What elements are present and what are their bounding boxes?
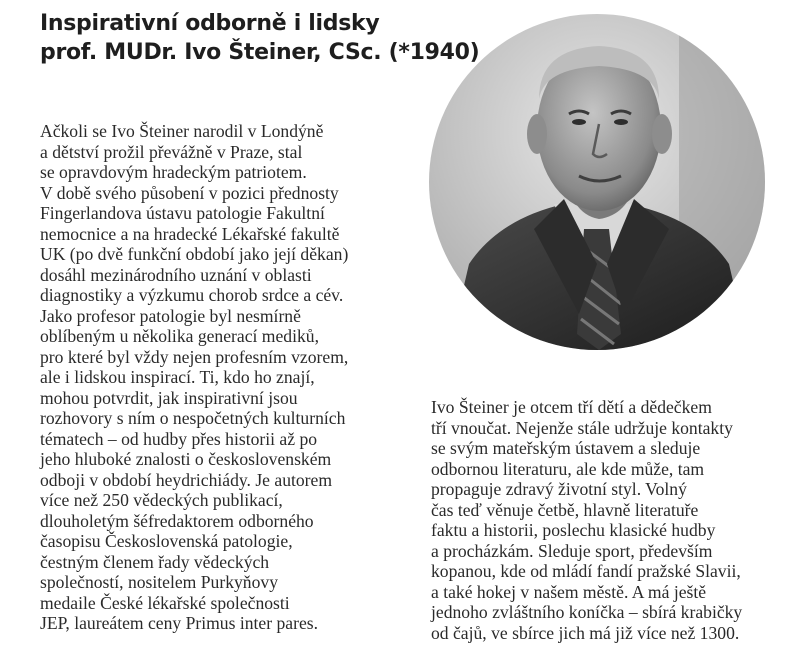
text-line: odboji v období heydrichiády. Je autorem — [40, 469, 333, 490]
text-line: Jako profesor patologie byl nesmírně — [40, 305, 301, 326]
text-line: JEP, laureátem ceny Primus inter pares. — [40, 613, 319, 633]
right-eye — [614, 119, 628, 125]
text-line: jednoho zvláštního koníčka – sbírá krabičky — [431, 602, 743, 622]
portrait-photo — [429, 14, 765, 350]
text-line: a dětství prožil převážně v Praze, stal — [40, 141, 303, 162]
text-line: nemocnice a na hradecké Lékařské fakultě — [40, 223, 340, 244]
text-line: dosáhl mezinárodního uznání v oblasti — [40, 264, 312, 285]
right-ear — [652, 114, 672, 154]
text-line: mohou potvrdit, jak inspirativní jsou — [40, 387, 298, 408]
left-ear — [527, 114, 547, 154]
portrait-illustration — [429, 14, 765, 350]
text-line: V době svého působení v pozici přednosty — [40, 182, 339, 203]
text-line: tří vnoučat. Nejenže stále udržuje kontakty — [431, 417, 733, 438]
text-line: a procházkám. Sleduje sport, především — [431, 540, 713, 561]
text-line: propaguje zdravý životní styl. Volný — [431, 479, 687, 499]
text-line: Ačkoli se Ivo Šteiner narodil v Londýně — [40, 121, 324, 141]
text-line: oblíbeným u několika generací mediků, — [40, 326, 319, 346]
text-line: Fingerlandova ústavu patologie Fakultní — [40, 203, 325, 223]
right-text-column — [431, 397, 742, 643]
text-line: kopanou, kde od mládí fandí pražské Slavii, — [431, 561, 741, 581]
text-line: časopisu Československá patologie, — [40, 531, 293, 551]
text-line: a také hokej v našem městě. A má ještě — [431, 581, 707, 602]
left-eye — [572, 119, 586, 125]
text-line: se svým mateřským ústavem a sleduje — [431, 438, 701, 458]
left-text-column — [40, 121, 348, 634]
text-line: ale i lidskou inspirací. Ti, kdo ho znají, — [40, 367, 315, 387]
article-title — [40, 9, 479, 67]
title-line-2: prof. MUDr. Ivo Šteiner, CSc. (*1940) — [40, 40, 480, 65]
text-line: čestným členem řady vědeckých — [40, 551, 270, 572]
text-line: faktu a historii, poslechu klasické hudby — [431, 520, 716, 540]
text-line: dlouholetým šéfredaktorem odborného — [40, 510, 314, 531]
text-line: společností, nositelem Purkyňovy — [40, 572, 278, 592]
text-line: odbornou literaturu, ale kde může, tam — [431, 458, 705, 479]
text-line: se opravdovým hradeckým patriotem. — [40, 162, 307, 182]
text-line: diagnostiky a výzkumu chorob srdce a cév. — [40, 285, 344, 305]
text-line: rozhovory s ním o nespočetných kulturních — [40, 408, 346, 428]
text-line: od čajů, ve sbírce jich má již více než 1300. — [431, 622, 740, 643]
text-line: UK (po dvě funkční období jako její děkan) — [40, 244, 349, 264]
text-line: Ivo Šteiner je otcem tří dětí a dědečkem — [431, 397, 712, 417]
text-line: pro které byl vždy nejen profesním vzorem, — [40, 346, 349, 367]
title-line-1: Inspirativní odborně i lidsky — [40, 11, 380, 36]
text-line: medaile České lékařské společnosti — [40, 592, 290, 613]
text-line: jeho hluboké znalosti o československém — [40, 449, 332, 469]
text-line: více než 250 vědeckých publikací, — [40, 490, 283, 510]
text-line: čas teď věnuje četbě, hlavně literatuře — [431, 499, 699, 520]
text-line: tématech – od hudby přes historii až po — [40, 428, 318, 449]
